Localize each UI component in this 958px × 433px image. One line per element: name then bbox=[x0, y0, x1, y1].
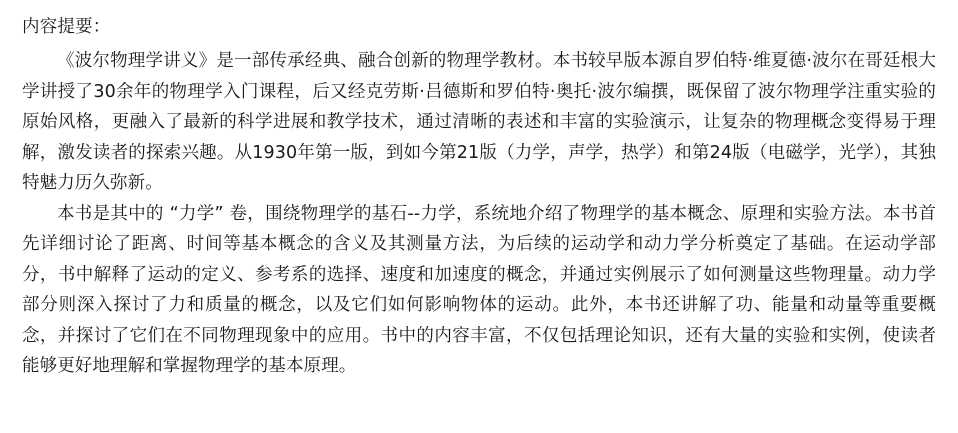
paragraph-mechanics-volume: 本书是其中的 “力学” 卷，围绕物理学的基石--力学，系统地介绍了物理学的基本概念、原理和实验方法。本书首先详细讨论了距离、时间等基本概念的含义及其测量方法，为后续的运动学和动力学分析奠定了基础。在运动学部分，书中解释了运动的定义、参考系的选择、速度和加速度的概念，并通过实例展示了如何测量这些物理量。动力学部分则深入探讨了力和质量的概念，以及它们如何影响物体的运动。此外，本书还讲解了功、能量和动量等重要概念，并探讨了它们在不同物理现象中的应用。书中的内容丰富，不仅包括理论知识，还有大量的实验和实例，使读者能够更好地理解和掌握物理学的基本原理。 bbox=[22, 203, 936, 376]
page-title: 内容提要： bbox=[22, 17, 111, 37]
paragraph-book-overview: 《波尔物理学讲义》是一部传承经典、融合创新的物理学教材。本书较早版本源自罗伯特·维夏德·波尔在哥廷根大学讲授了30余年的物理学入门课程，后又经克劳斯·吕德斯和罗伯特·奥托·波尔编撰，既保留了波尔物理学注重实验的原始风格，更融入了最新的科学进展和教学技术，通过清晰的表述和丰富的实验演示，让复杂的物理概念变得易于理解，激发读者的探索兴趣。从1930年第一版，到如今第21版（力学，声学，热学）和第24版（电磁学，光学），其独特魅力历久弥新。 bbox=[22, 51, 936, 193]
